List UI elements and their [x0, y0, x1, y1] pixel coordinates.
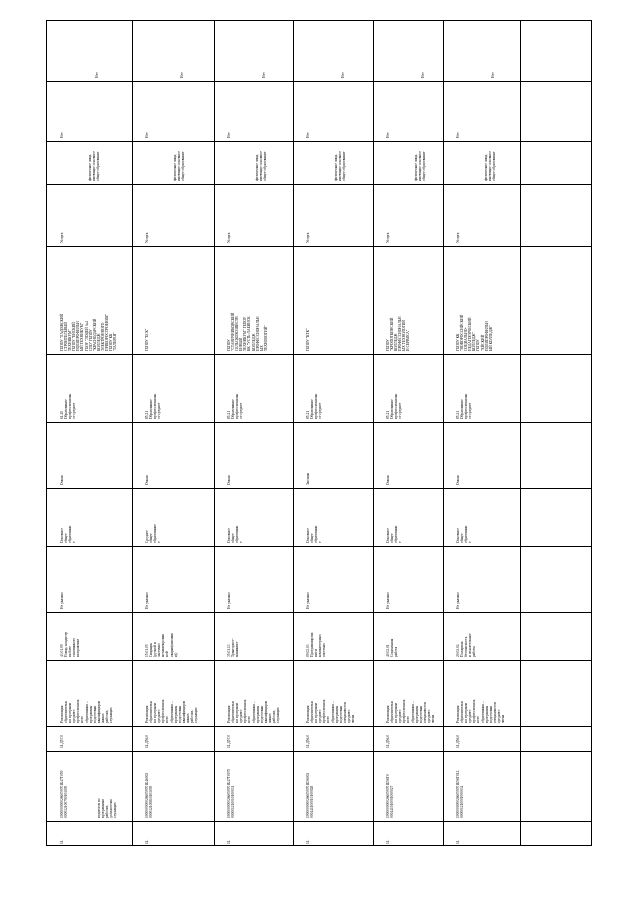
table-row-rule — [47, 726, 591, 727]
cell-reg-id: 1900000000266059701Б47Т059 000012100790101005 — [60, 770, 69, 818]
cell-name: Реализация образовательн ых программ среднего профессиональ ного образования – программы подготовки специалистов среднего звена — [306, 699, 356, 723]
cell-f2: Нет — [180, 72, 184, 78]
cell-basis: Не указано — [227, 592, 231, 609]
cell-org: ГБПОУ "КТК" — [306, 328, 310, 351]
table-row-rule — [47, 821, 591, 822]
cell-service: Услуга — [456, 232, 460, 243]
cell-consumers: физические лица, имеющие основное общее образование — [173, 151, 186, 181]
cell-program: 85.21 Образование профессиональн ое среднее — [386, 393, 403, 419]
table-row-rule — [47, 354, 591, 355]
cell-org: ГБПОУ КК "НОВОРОССИЙСКИЙ СОЦИАЛЬНО- ПЕДАГОГИЧЕСКИЙ КОЛЛЕДЖ" ГБПОУ "ЕЙСКИЙ ПОЛИПРОФИЛЬН ЫЙ КОЛЛЕДЖ" — [456, 314, 493, 351]
cell-reg-id: 1900000000266059701Б46002 000012100810101005 — [145, 772, 154, 818]
cell-org: ГБПОУ "КРОПОТКИНСКИЙ КОЛЛЕДЖ ПРОФЕССИОНАЛЬН ЫХ ТЕХНОЛОГИЙ И СЕРВИСА" — [386, 316, 411, 351]
cell-name: Реализация образовательн ых программ среднего профессиональ ного образования – программы подготовки квалифициров анных рабочих, служащих — [60, 699, 114, 723]
cell-program: 85.21 Образование профессиональн ое среднее — [227, 393, 244, 419]
cell-basis: Не указано — [145, 592, 149, 609]
cell-basis: Не указано — [386, 592, 390, 609]
table-row-rule — [47, 488, 591, 489]
cell-service: Услуга — [227, 232, 231, 243]
cell-basis: Не указано — [306, 592, 310, 609]
cell-name: Реализация образовательн ых программ среднего профессиональ ного образования – программы подготовки квалифициров анных рабочих, служащих — [227, 699, 281, 723]
cell-num: 11. — [60, 839, 64, 844]
cell-code: 11.Д56.0 — [306, 734, 310, 748]
cell-service: Услуга — [306, 232, 310, 243]
cell-f1: Нет — [60, 132, 64, 138]
cell-f1: Нет — [306, 132, 310, 138]
cell-f2: Нет — [491, 72, 495, 78]
cell-program: 85.21 Образование профессиональн ое среднее — [306, 393, 323, 419]
cell-code: 11.Д56.0 — [145, 734, 149, 748]
cell-form: Очная — [227, 475, 231, 485]
cell-reg-id: 1900000000266059701Б56Т0 000441010001000027 — [386, 774, 395, 818]
cell-level: Основное общее образовани е — [306, 525, 323, 543]
cell-num: 11. — [306, 839, 310, 844]
cell-basis: Не указано — [60, 592, 64, 609]
cell-name: Реализация образовательн ых программ среднего профессиональ ного образования – программы подготовки специалистов среднего звена — [456, 699, 506, 723]
cell-specialty: 35.01.13 Тракторист- машинист — [227, 638, 240, 657]
table-column-rule — [520, 21, 521, 845]
cell-f2: Нет — [341, 72, 345, 78]
table-row-rule — [47, 546, 591, 547]
table-column-rule — [132, 21, 133, 845]
cell-consumers: физические лица, имеющие основное общее образование — [334, 151, 347, 181]
cell-service: Услуга — [145, 232, 149, 243]
cell-program: 85.21 Образование профессиональн ое среднее — [456, 393, 473, 419]
services-table — [46, 20, 592, 846]
cell-form: Очная — [60, 475, 64, 485]
table-row-rule — [47, 422, 591, 423]
cell-program: 61.20 Образование профессиональн ое среднее — [60, 393, 77, 419]
cell-level: Основное общее образовани е — [456, 525, 473, 543]
cell-num: 11. — [456, 839, 460, 844]
table-column-rule — [293, 21, 294, 845]
cell-name: Реализация образовательн ых программ среднего профессиональ ного образования – программы подготовки квалифициров анных рабочих, служащих — [145, 699, 199, 723]
cell-reg-id: 1900000000266059701Б56Т012 000001210001000034 — [456, 770, 465, 818]
table-row-rule — [47, 612, 591, 613]
cell-org: ГБПОУ "СТАНИЧНИКОВСКИЙ СЕЛЬСКОХОЗЯЙСТВ ЕННЫЙ ТЕХНИКУМ" ГБПОУ КК "УСТЬ-ЛАБИНСК КОЛЛЕДЖ ПРОФЕССИОНАЛЬН ЫХ ТЕХНОЛОГИЙ" — [227, 312, 268, 351]
cell-specialty: 40.02.01 Социальная работа — [386, 638, 399, 657]
cell-f1: Нет — [456, 132, 460, 138]
cell-program: 85.21 Образование профессиональн ое среднее — [145, 393, 162, 419]
cell-level: Основное общее образовани е — [227, 525, 244, 543]
cell-form: Очная — [386, 475, 390, 485]
cell-num: 11. — [145, 839, 149, 844]
cell-consumers: физические лица, имеющие основное общее образование — [414, 151, 427, 181]
cell-level: Основное общее образовани е — [60, 525, 77, 543]
cell-f1: Нет — [386, 132, 390, 138]
cell-form: Очная — [145, 475, 149, 485]
table-row-rule — [47, 141, 591, 142]
table-column-rule — [443, 21, 444, 845]
cell-reg-id: 1900000000266059701Б47Т0075 000001210010100031 — [227, 768, 236, 818]
table-column-rule — [373, 21, 374, 845]
cell-f2: Нет — [95, 72, 99, 78]
cell-code: 11.Д57.0 — [60, 734, 64, 748]
table-row-rule — [47, 246, 591, 247]
cell-form: Заочная — [306, 472, 310, 485]
cell-specialty: 43.01.09 Повар, кондитер на базе основанного на практике — [60, 631, 81, 657]
cell-service: Услуга — [386, 232, 390, 243]
table-row-rule — [47, 184, 591, 185]
cell-org: ГБПОУ "БСК" — [145, 328, 149, 351]
cell-code: 11.Д56.0 — [456, 734, 460, 748]
cell-specialty: 09.02.03 Программирова ние в компьютерных системах — [306, 632, 327, 657]
cell-basis: Не указано — [456, 592, 460, 609]
header-fragment: педагогов по программам рабочих, должностям служащих — [97, 798, 118, 818]
cell-f1: Нет — [145, 132, 149, 138]
cell-level: Основное общее образовани е — [386, 525, 403, 543]
table-row-rule — [47, 751, 591, 752]
cell-specialty: 15.01.05 Сварщик (ручной и частично механизирован ной сварки(наплавк и)) — [145, 633, 178, 657]
cell-name: Реализация образовательн ых программ среднего профессиональ ного образования – программы подготовки специалистов среднего звена — [386, 699, 436, 723]
table-row-rule — [47, 660, 591, 661]
cell-consumers: физические лица, имеющие основное общее образование — [255, 151, 268, 181]
cell-org: ГБПОУ "ЛАДОЖСКИЙ СТРОИТЕЛЬНЫЙ ТЕХНИКУМ" ГБПОУ "ЕЙСКИЙ ПОЛИПРОФИЛЬН ЫЙ ТЕХНИКУМ" ГБОУ "ЛОЦЕЙ №4 СПО" ГБПОУ "КРАСНОДАРСКИЙ КОЛЛЕДЖ ЭЛЕКТРОННОГО ПРИБОРОСТРОЕНИЯ" ГБПОУ КК "ГАЛЕРЕЯ" — [60, 313, 118, 351]
cell-consumers: физические лица, имеющие основное общее образование — [484, 151, 497, 181]
cell-code: 11.Д56.0 — [386, 734, 390, 748]
cell-level: Среднее общее образование е — [145, 524, 162, 543]
cell-code: 11.Д57.0 — [227, 734, 231, 748]
cell-form: Очная — [456, 475, 460, 485]
table-row-rule — [47, 81, 591, 82]
cell-num: 11. — [386, 839, 390, 844]
cell-consumers: физические лица, имеющие основное общее образование — [88, 151, 101, 181]
cell-reg-id: 1900000000266059701Б56002 000441100010100028 — [306, 772, 315, 818]
cell-num: 11. — [227, 839, 231, 844]
cell-specialty: 20.02.04 Пожарная безопасность и спасательные работы — [456, 633, 477, 657]
cell-f2: Нет — [421, 72, 425, 78]
cell-service: Услуга — [60, 232, 64, 243]
cell-f1: Нет — [227, 132, 231, 138]
cell-f2: Нет — [262, 72, 266, 78]
table-column-rule — [214, 21, 215, 845]
